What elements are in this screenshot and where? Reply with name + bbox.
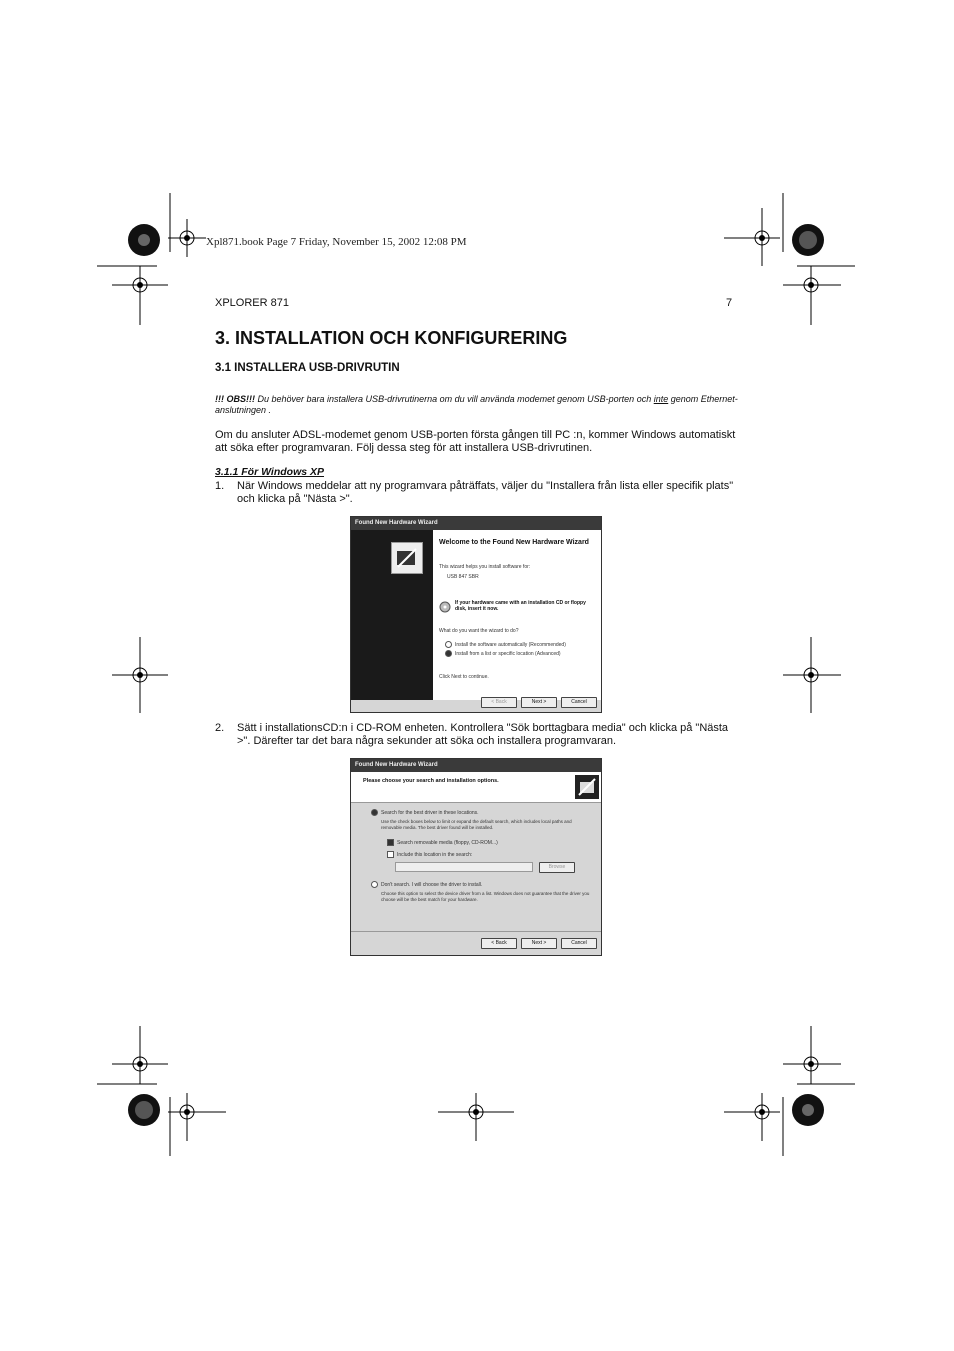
obs-emphasis: inte (653, 394, 669, 404)
check-include-location[interactable] (387, 851, 394, 858)
obs-label: !!! OBS!!! (215, 394, 255, 404)
wizard-title-bar: Found New Hardware Wizard (351, 517, 601, 530)
browse-button[interactable]: Browse (539, 862, 575, 873)
search-description: Use the check boxes below to limit or expand the default search, which includes local paths and removable media. The best driver found will be installed. (381, 819, 572, 830)
wizard-screenshot-welcome (350, 516, 602, 713)
cd-instruction: If your hardware came with an installation CD or floppy disk, insert it now. (455, 600, 586, 612)
obs-note (215, 394, 740, 416)
next-button[interactable]: Next > (521, 697, 557, 708)
check-removable-media[interactable] (387, 839, 394, 846)
wizard-continue-text: Click Next to continue. (439, 674, 489, 680)
intro-paragraph: Om du ansluter ADSL-modemet genom USB-porten första gången till PC :n, kommer Windows automatiskt att söka efter programvaran. Följ dessa steg för att installera USB-drivrutinen. (215, 429, 736, 454)
step-2 (215, 722, 740, 750)
hardware-icon (575, 775, 599, 799)
option-advanced[interactable]: Install from a list or specific location (Advanced) (445, 650, 561, 657)
step-1 (215, 480, 740, 508)
running-header: XPLORER 871 (215, 297, 289, 309)
step-number: 1. (215, 480, 225, 492)
next-button[interactable]: Next > (521, 938, 557, 949)
radio-advanced[interactable] (445, 650, 452, 657)
wizard-content (433, 530, 601, 700)
cancel-button[interactable]: Cancel (561, 697, 597, 708)
wizard-side-panel (351, 530, 433, 700)
back-button[interactable]: < Back (481, 938, 517, 949)
print-info: Xpl871.book Page 7 Friday, November 15, 2002 12:08 PM (206, 236, 467, 248)
wizard-heading: Welcome to the Found New Hardware Wizard (439, 539, 589, 546)
wizard-title-bar: Found New Hardware Wizard (351, 759, 601, 772)
wizard-device-name: USB 847 SBR (447, 574, 479, 580)
chapter-heading: 3. INSTALLATION OCH KONFIGURERING (215, 328, 568, 348)
dont-search-description: Choose this option to select the device driver from a list. Windows does not guarantee that the driver you choose will be the best match for your hardware. (381, 891, 590, 902)
radio-dont-search[interactable] (371, 881, 378, 888)
checkbox-include-location[interactable]: Include this location in the search: (387, 851, 472, 858)
back-button[interactable]: < Back (481, 697, 517, 708)
subsection-heading: 3.1.1 För Windows XP (215, 466, 325, 478)
hardware-icon (391, 542, 423, 574)
radio-search[interactable] (371, 809, 378, 816)
location-input[interactable] (395, 862, 533, 872)
cd-icon (439, 600, 451, 618)
option-search[interactable]: Search for the best driver in these locations. (371, 809, 479, 816)
radio-automatic[interactable] (445, 641, 452, 648)
wizard-header-panel (351, 772, 601, 803)
step-number: 2. (215, 722, 225, 734)
step-text: Sätt i installationsCD:n i CD-ROM enheten. Kontrollera "Sök borttagbara media" och klicka på "Nästa >". Därefter tar det bara några sekunder att söka och installera programvaran. (237, 722, 729, 747)
wizard-screenshot-search-options (350, 758, 602, 956)
wizard-intro-line: This wizard helps you install software for: (439, 564, 531, 570)
obs-text-before: Du behöver bara installera USB-drivrutinerna om du vill använda modemet genom USB-porten och (255, 394, 654, 404)
wizard-heading: Please choose your search and installation options. (363, 778, 499, 784)
wizard-question: What do you want the wizard to do? (439, 628, 519, 634)
obs-text-after: genom Ethernet-anslutningen . (215, 394, 738, 415)
cancel-button[interactable]: Cancel (561, 938, 597, 949)
option-dont-search[interactable]: Don't search. I will choose the driver to install. (371, 881, 482, 888)
page-number: 7 (726, 297, 733, 309)
option-automatic[interactable]: Install the software automatically (Recommended) (445, 641, 566, 648)
step-text: När Windows meddelar att ny programvara påträffats, väljer du "Installera från lista eller specifik plats" och klicka på "Nästa >". (237, 480, 734, 505)
checkbox-removable-media[interactable]: Search removable media (floppy, CD-ROM...) (387, 839, 498, 846)
section-heading: 3.1 INSTALLERA USB-DRIVRUTIN (215, 362, 400, 374)
divider (351, 931, 601, 932)
